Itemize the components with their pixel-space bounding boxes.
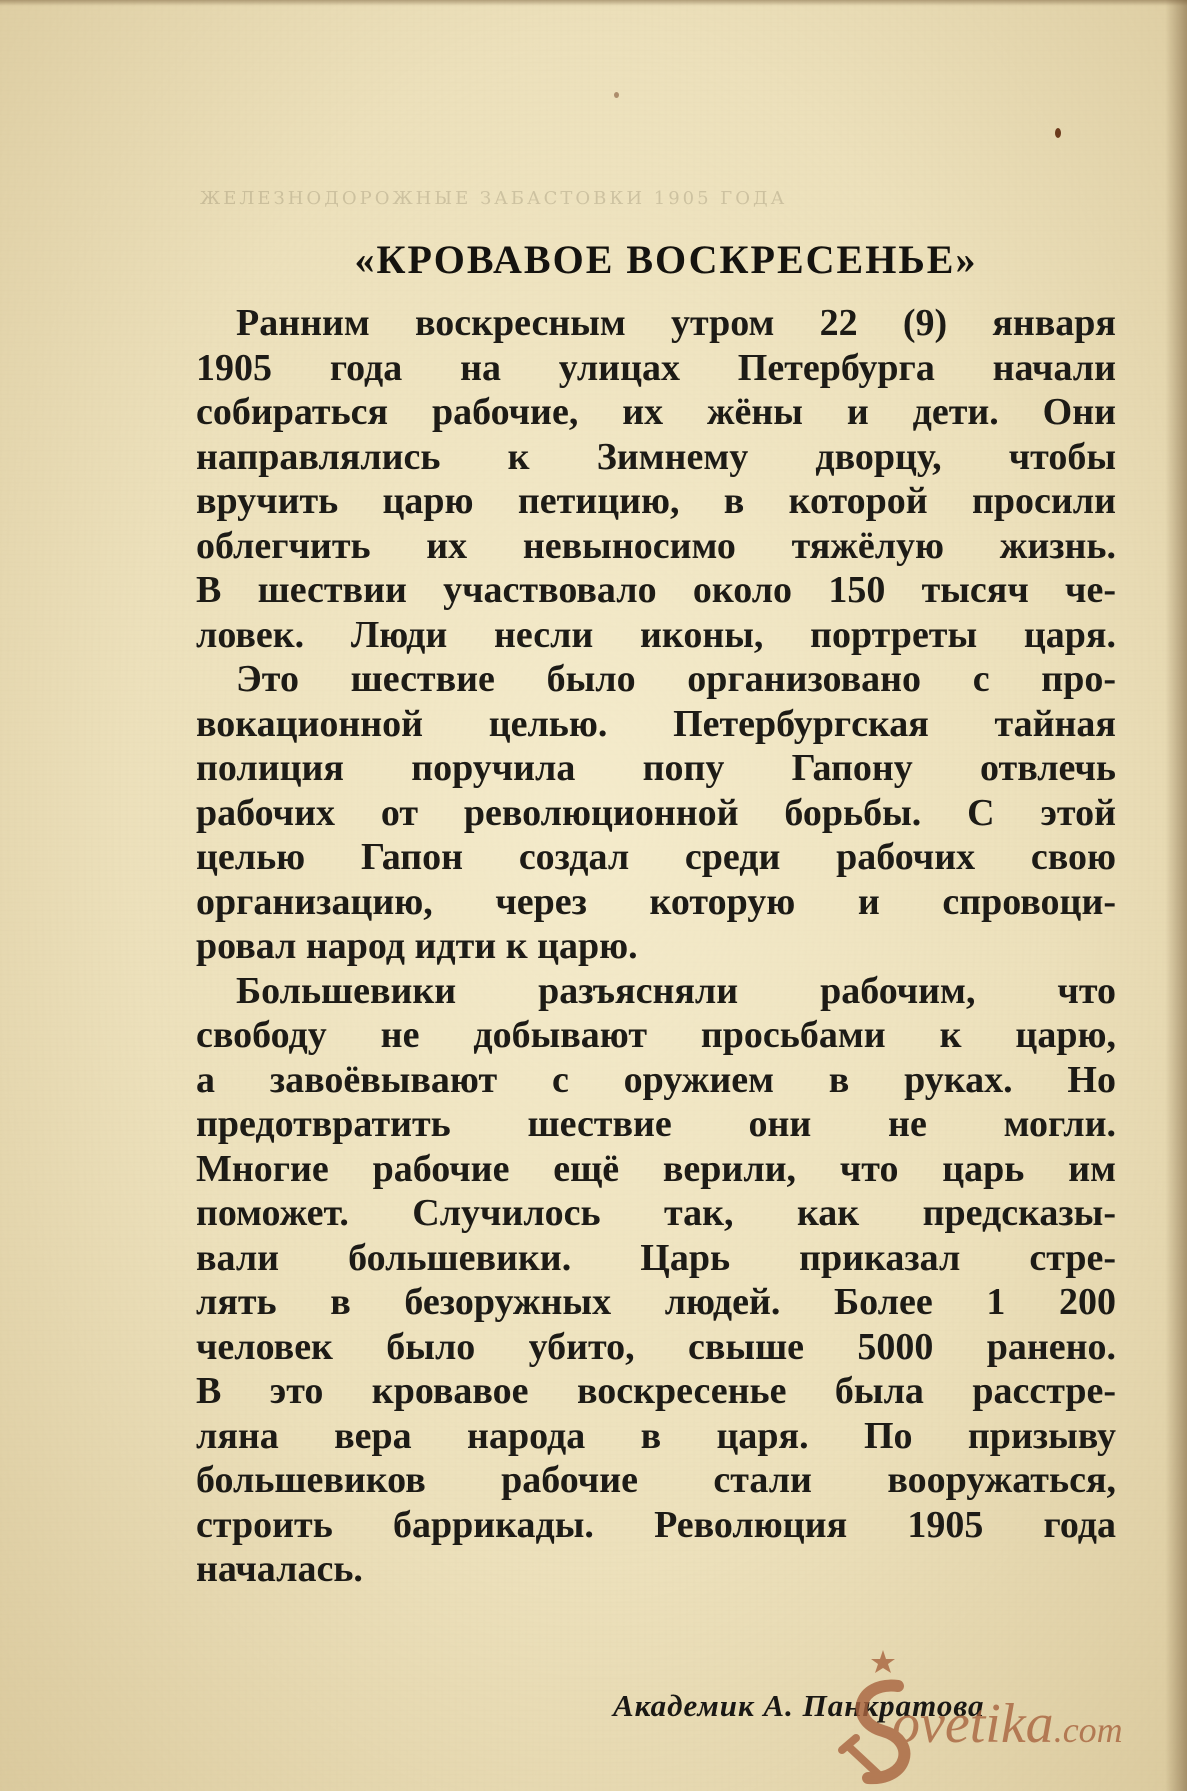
- text-line: Многие рабочие ещё верили, что царь им: [196, 1147, 1116, 1190]
- text-line: ровал народ идти к царю.: [196, 925, 638, 967]
- page-edge-shadow-top: [0, 0, 1187, 6]
- text-line: 1905 года на улицах Петербурга начали: [196, 346, 1116, 389]
- paragraph-3: [196, 969, 1116, 1592]
- text-line: рабочих от революционной борьбы. С этой: [196, 791, 1116, 834]
- text-line: В это кровавое воскресенье была расстре-: [196, 1370, 1116, 1412]
- sovetika-watermark: [838, 1646, 1187, 1791]
- text-line: началась.: [196, 1548, 363, 1590]
- text-line: человек было убито, свыше 5000 ранено.: [196, 1325, 1116, 1368]
- paragraph-1: [196, 301, 1116, 657]
- text-line: поможет. Случилось так, как предсказы-: [196, 1192, 1116, 1234]
- paper-speck: [1055, 128, 1061, 138]
- text-line: вали большевики. Царь приказал стре-: [196, 1236, 1116, 1279]
- paragraph-2: [196, 657, 1116, 969]
- text-line: лять в безоружных людей. Более 1 200: [196, 1281, 1116, 1323]
- text-line: направлялись к Зимнему дворцу, чтобы: [196, 435, 1116, 478]
- text-line: целью Гапон создал среди рабочих свою: [196, 836, 1116, 878]
- text-line: В шествии участвовало около 150 тысяч че-: [196, 569, 1116, 611]
- article-title: «КРОВАВОЕ ВОСКРЕСЕНЬЕ»: [354, 237, 978, 282]
- text-line: Большевики разъясняли рабочим, что: [236, 969, 1116, 1012]
- text-line: Ранним воскресным утром 22 (9) января: [236, 302, 1116, 344]
- text-line: Это шествие было организовано с про-: [236, 658, 1116, 700]
- text-line: облегчить их невыносимо тяжёлую жизнь.: [196, 524, 1116, 567]
- watermark-text: ovetika.com: [892, 1693, 1123, 1755]
- text-line: строить баррикады. Революция 1905 года: [196, 1503, 1116, 1546]
- text-line: вручить царю петицию, в которой просили: [196, 480, 1116, 522]
- text-line: ляна вера народа в царя. По призыву: [196, 1414, 1116, 1457]
- bleed-through-text: ЖЕЛЕЗНОДОРОЖНЫЕ ЗАБАСТОВКИ 1905 ГОДА: [200, 188, 788, 208]
- text-line: большевиков рабочие стали вооружаться,: [196, 1459, 1116, 1501]
- article: [196, 236, 1116, 1592]
- text-line: вокационной целью. Петербургская тайная: [196, 702, 1116, 745]
- text-line: собираться рабочие, их жёны и дети. Они: [196, 391, 1116, 433]
- text-line: ловек. Люди несли иконы, портреты царя.: [196, 613, 1116, 656]
- text-line: предотвратить шествие они не могли.: [196, 1103, 1116, 1145]
- author-signature: Академик А. Панкратова: [613, 1688, 985, 1723]
- text-line: а завоёвывают с оружием в руках. Но: [196, 1058, 1116, 1101]
- text-line: полиция поручила попу Гапону отвлечь: [196, 747, 1116, 789]
- paper-speck: [614, 92, 619, 98]
- text-line: организацию, через которую и спровоци-: [196, 880, 1116, 923]
- page-edge-shadow-right: [1165, 0, 1187, 1791]
- text-line: свободу не добывают просьбами к царю,: [196, 1014, 1116, 1056]
